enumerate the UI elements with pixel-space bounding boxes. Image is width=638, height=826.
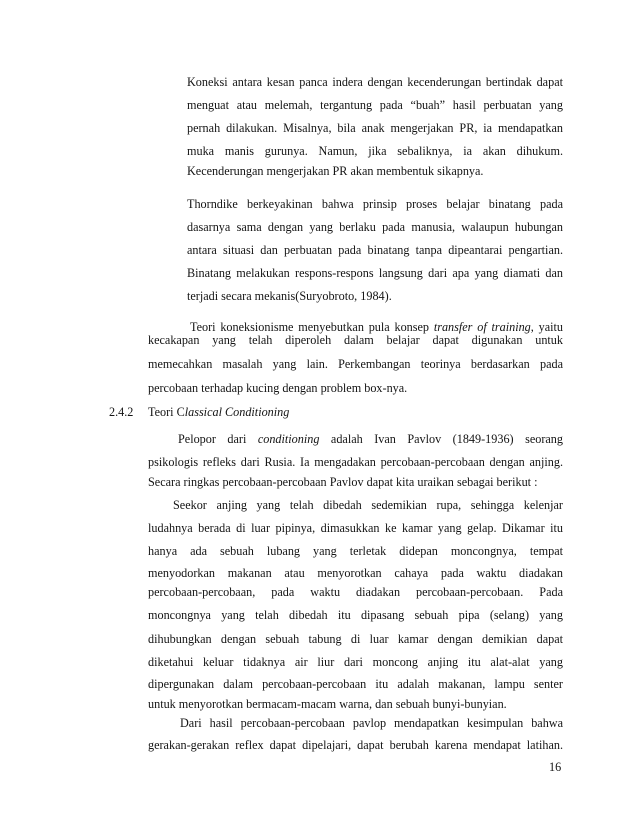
text-line: memecahkan masalah yang lain. Perkembangan teorinya berdasarkan pada: [148, 357, 563, 371]
text-line: gerakan-gerakan reflex dapat dipelajari, dapat berubah karena mendapat latihan.: [148, 738, 563, 752]
text-line: antara situasi dan perbuatan pada binatang tanpa dipeantarai pengartian.: [187, 243, 563, 257]
section-number: 2.4.2: [109, 405, 134, 419]
page-number: 16: [549, 760, 562, 774]
text-line: diketahui keluar tidaknya air liur dari moncong anjing itu alat-alat yang: [148, 655, 563, 669]
italic-term: transfer of training: [433, 320, 531, 334]
text-line: psikologis refleks dari Rusia. Ia mengadakan percobaan-percobaan dengan anjing.: [148, 455, 563, 469]
text-line: kecakapan yang telah diperoleh dalam belajar dapat digunakan untuk: [148, 333, 563, 347]
text-line: terjadi secara mekanis(Suryobroto, 1984).: [187, 289, 392, 303]
section-title: Teori Classical Conditioning: [148, 405, 290, 419]
text-line: pernah dilakukan. Misalnya, bila anak mengerjakan PR, ia mendapatkan: [187, 121, 563, 135]
text-line: hanya ada sebuah lubang yang terletak didepan moncongnya, tempat: [148, 544, 563, 558]
text-line: dasarnya sama dengan yang berlaku pada manusia, walaupun hubungan: [187, 220, 563, 234]
text-line: Pelopor dari conditioning adalah Ivan Pavlov (1849-1936) seorang: [178, 432, 563, 446]
text-line: ludahnya berada di luar pipinya, dimasukkan ke kamar yang gelap. Dikamar itu: [148, 521, 563, 535]
text-line: Binatang melakukan respons-respons langsung dari apa yang diamati dan: [187, 266, 563, 280]
text-line: dipergunakan dalam percobaan-percobaan itu adalah makanan, lampu senter: [148, 677, 563, 691]
text-line: percobaan-percobaan, pada waktu diadakan percobaan-percobaan. Pada: [148, 585, 563, 599]
text-line: Secara ringkas percobaan-percobaan Pavlov dapat kita uraikan sebagai berikut :: [148, 475, 538, 489]
text-line: Koneksi antara kesan panca indera dengan kecenderungan bertindak dapat: [187, 75, 563, 89]
text-line: Thorndike berkeyakinan bahwa prinsip proses belajar binatang pada: [187, 197, 563, 211]
text-line: Kecenderungan mengerjakan PR akan membentuk sikapnya.: [187, 164, 484, 178]
italic-term: conditioning: [257, 432, 320, 446]
text-line: untuk menyorotkan bermacam-macam warna, dan sebuah bunyi-bunyian.: [148, 697, 507, 711]
text-line: percobaan terhadap kucing dengan problem box-nya.: [148, 381, 408, 395]
text-line: Dari hasil percobaan-percobaan pavlop mendapatkan kesimpulan bahwa: [180, 716, 563, 730]
text-line: Seekor anjing yang telah dibedah sedemikian rupa, sehingga kelenjar: [173, 498, 563, 512]
text-line: Teori koneksionisme menyebutkan pula konsep transfer of training, yaitu: [190, 320, 563, 334]
text-line: moncongnya yang telah dibedah itu dipasang sebuah pipa (selang) yang: [148, 608, 563, 622]
text-line: muka manis gurunya. Namun, jika sebaliknya, ia akan dihukum.: [187, 144, 563, 158]
text-line: menyodorkan makanan atau menyorotkan cahaya pada waktu diadakan: [148, 566, 563, 580]
text-line: menguat atau melemah, tergantung pada “buah” hasil perbuatan yang: [187, 98, 563, 112]
text-line: dihubungkan dengan sebuah tabung di luar kamar dengan demikian dapat: [148, 632, 563, 646]
